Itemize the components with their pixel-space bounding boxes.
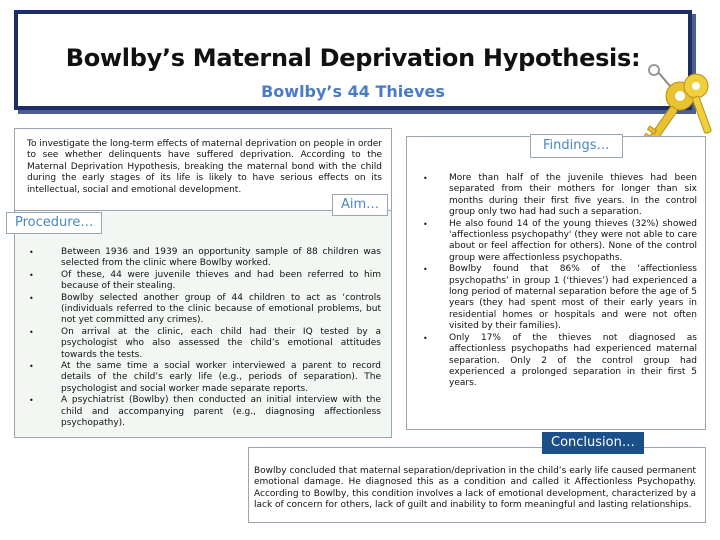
- aim-text: To investigate the long-term effects of maternal deprivation on people in order to see whether delinquents have suffered deprivation. According to the Maternal Deprivation Hypothesis, breaking the maternal bond with the child during the early stages of its life is likely to have serious effects on its intellectual, social and emotional development.: [27, 139, 382, 195]
- findings-panel: [406, 136, 706, 430]
- list-item: • A psychiatrist (Bowlby) then conducted an initial interview with the child and accompanying parent (e.g., diagnosing affectionless psychopathy).: [25, 395, 381, 429]
- list-item: • On arrival at the clinic, each child had their IQ tested by a psychologist who also assessed the child’s emotional attitudes towards the tests.: [25, 327, 381, 361]
- list-item: • He also found 14 of the young thieves (32%) showed 'affectionless psychopathy' (they were not able to care about or feel affection for others). None of the control group were affectionless psychopaths.: [415, 219, 697, 265]
- conclusion-label: Conclusion…: [542, 432, 644, 454]
- list-item: • Bowlby selected another group of 44 children to act as ‘controls (individuals referred to the clinic because of emotional problems, but not yet committed any crimes).: [25, 293, 381, 327]
- findings-label: Findings…: [530, 134, 623, 158]
- procedure-label: Procedure…: [6, 212, 102, 234]
- list-item: • Between 1936 and 1939 an opportunity sample of 88 children was selected from the clinic where Bowlby worked.: [25, 247, 381, 270]
- list-item: • Only 17% of the thieves not diagnosed as affectionless psychopaths had experienced maternal separation. Only 2 of the control group had experienced a prolonged separation in their first 5 years.: [415, 333, 697, 390]
- list-item: • Of these, 44 were juvenile thieves and had been referred to him because of their stealing.: [25, 270, 381, 293]
- aim-label: Aim…: [332, 194, 388, 216]
- page-subtitle: Bowlby’s 44 Thieves: [261, 82, 445, 101]
- page-title: Bowlby’s Maternal Deprivation Hypothesis:: [65, 44, 641, 72]
- list-item: • At the same time a social worker interviewed a parent to record details of the child’s early life (e.g., periods of separation). The psychologist and social worker made separate reports.: [25, 361, 381, 395]
- list-item: • Bowlby found that 86% of the ‘affectionless psychopaths’ in group 1 (‘thieves’) had experienced a long period of maternal separation before the age of 5 years (they had spent most of their early years in residential homes or hospitals and were not often visited by their families).: [415, 264, 697, 332]
- conclusion-text: Bowlby concluded that maternal separation/deprivation in the child’s early life caused permanent emotional damage. He diagnosed this as a condition and called it Affectionless Psychopathy. According to Bowlby, this condition involves a lack of emotional development, characterized by a lack of concern for others, lack of guilt and inability to form meaningful and lasting relationships.: [254, 466, 696, 511]
- conclusion-panel: [248, 447, 706, 523]
- procedure-list: [25, 247, 381, 430]
- list-item: • More than half of the juvenile thieves had been separated from their mothers for longer than six months during their first five years. In the control group only two had had such a separation.: [415, 173, 697, 219]
- procedure-panel: [14, 210, 392, 438]
- title-box: [14, 10, 692, 110]
- findings-list: [415, 173, 697, 390]
